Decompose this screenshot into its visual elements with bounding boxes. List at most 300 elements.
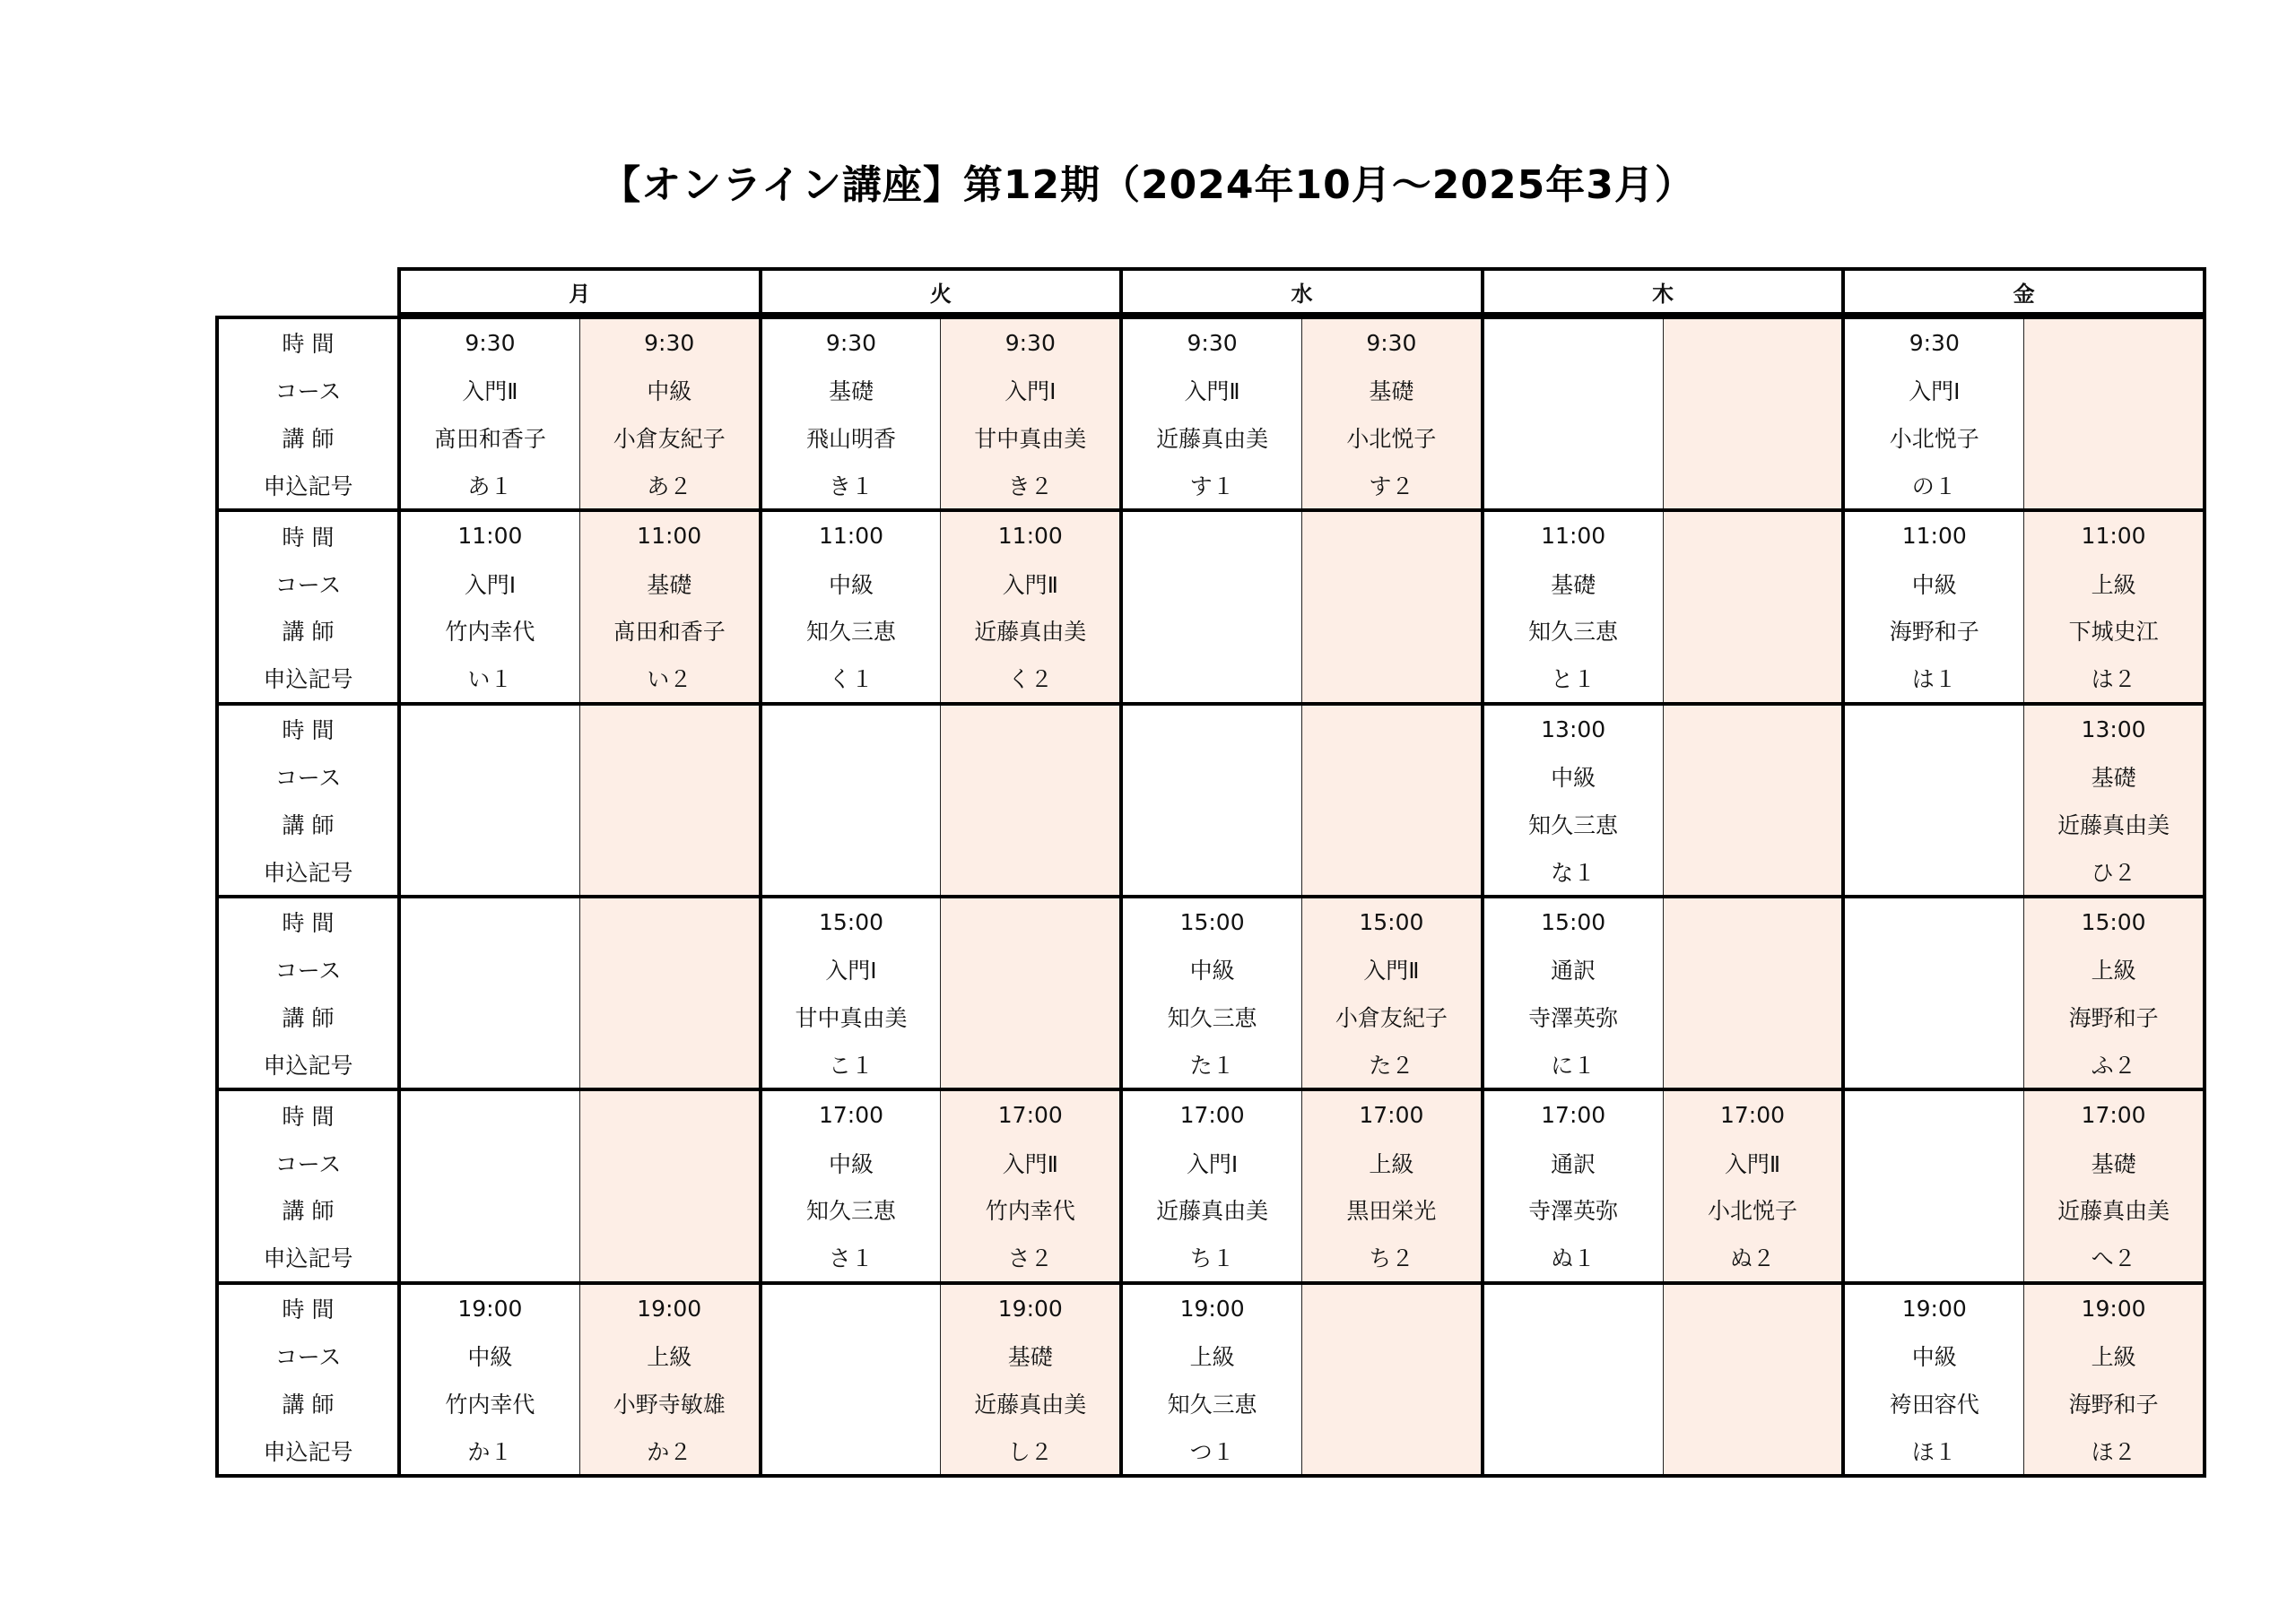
slot-course: 基礎 bbox=[1369, 378, 1414, 405]
slot-time bbox=[1845, 898, 2023, 946]
class-slot bbox=[1301, 512, 1481, 701]
class-slot bbox=[579, 1091, 759, 1280]
slot-teacher bbox=[580, 993, 759, 1041]
slot-code: く１ bbox=[828, 666, 874, 693]
slot-time: 11:00 bbox=[2081, 523, 2146, 550]
slot-course: 中級 bbox=[1551, 764, 1596, 791]
class-slot bbox=[1484, 898, 1663, 1088]
class-slot bbox=[1663, 319, 1842, 508]
slot-teacher: 海野和子 bbox=[2068, 1391, 2159, 1418]
slot-teacher: 竹内幸代 bbox=[445, 1391, 535, 1418]
class-slot bbox=[762, 512, 941, 701]
slot-code bbox=[1845, 1234, 2023, 1281]
slot-teacher: 近藤真由美 bbox=[974, 1391, 1087, 1418]
slot-teacher: 小北悦子 bbox=[1889, 426, 1979, 453]
slot-time: 9:30 bbox=[1909, 329, 1960, 356]
slot-teacher bbox=[1302, 800, 1481, 847]
slot-course: 通訳 bbox=[1551, 958, 1596, 984]
slot-time: 15:00 bbox=[1179, 908, 1245, 935]
slot-code: く２ bbox=[1007, 666, 1053, 693]
slot-time bbox=[762, 1285, 941, 1332]
slot-time bbox=[580, 706, 759, 753]
slot-course: 中級 bbox=[467, 1343, 513, 1370]
class-slot bbox=[579, 512, 759, 701]
class-slot bbox=[401, 706, 579, 895]
slot-code bbox=[1302, 655, 1481, 702]
slot-code bbox=[941, 847, 1119, 895]
day-column bbox=[1484, 1285, 1846, 1474]
class-slot bbox=[1301, 1285, 1481, 1474]
slot-course: 入門Ⅰ bbox=[1186, 1150, 1239, 1177]
class-slot bbox=[1845, 512, 2023, 701]
slot-time: 9:30 bbox=[1366, 329, 1417, 356]
slot-time bbox=[1484, 1285, 1663, 1332]
slot-code: た１ bbox=[1189, 1052, 1235, 1079]
slot-teacher bbox=[762, 800, 941, 847]
slot-course bbox=[580, 752, 759, 800]
slot-code: ほ１ bbox=[1911, 1438, 1957, 1465]
slot-teacher bbox=[941, 993, 1119, 1041]
day-column bbox=[1845, 706, 2203, 895]
slot-teacher: 下城史江 bbox=[2068, 619, 2159, 646]
slot-teacher: 知久三恵 bbox=[1167, 1391, 1257, 1418]
slot-teacher bbox=[1302, 1379, 1481, 1427]
class-slot bbox=[2023, 319, 2203, 508]
slot-teacher: 竹内幸代 bbox=[985, 1198, 1075, 1225]
slot-teacher bbox=[401, 1186, 579, 1234]
class-slot bbox=[940, 1285, 1119, 1474]
class-slot bbox=[1484, 706, 1663, 895]
class-slot bbox=[940, 898, 1119, 1088]
slot-course bbox=[1123, 752, 1301, 800]
class-slot bbox=[1123, 706, 1301, 895]
slot-code: ふ２ bbox=[2091, 1052, 2136, 1079]
class-slot bbox=[1845, 1091, 2023, 1280]
class-slot bbox=[2023, 898, 2203, 1088]
slot-code bbox=[401, 1234, 579, 1281]
class-slot bbox=[1663, 1091, 1842, 1280]
class-slot bbox=[1123, 1091, 1301, 1280]
slot-course: 中級 bbox=[1189, 958, 1235, 984]
day-header: 金 bbox=[2013, 281, 2035, 307]
day-column bbox=[401, 512, 762, 701]
slot-time: 9:30 bbox=[1004, 329, 1056, 356]
class-slot bbox=[1845, 898, 2023, 1088]
row-label: 時 間 bbox=[282, 524, 335, 551]
row-label: 申込記号 bbox=[263, 1052, 353, 1079]
slot-course: 入門Ⅱ bbox=[462, 378, 518, 405]
slot-course bbox=[1845, 1139, 2023, 1186]
slot-teacher: 黒田栄光 bbox=[1346, 1198, 1437, 1225]
row-label: 講 師 bbox=[282, 1005, 335, 1032]
slot-course: 基礎 bbox=[2091, 764, 2136, 791]
slot-time: 19:00 bbox=[457, 1295, 523, 1322]
class-slot bbox=[579, 706, 759, 895]
class-slot bbox=[1123, 1285, 1301, 1474]
class-slot bbox=[940, 319, 1119, 508]
slot-teacher: 近藤真由美 bbox=[2057, 811, 2170, 838]
class-slot bbox=[401, 898, 579, 1088]
slot-time: 19:00 bbox=[997, 1295, 1063, 1322]
row-label: コース bbox=[274, 1150, 342, 1177]
slot-code: の１ bbox=[1911, 473, 1957, 499]
slot-course bbox=[1664, 946, 1842, 993]
row-label: コース bbox=[274, 764, 342, 791]
class-slot bbox=[1301, 1091, 1481, 1280]
slot-time bbox=[1302, 1285, 1481, 1332]
slot-teacher: 小倉友紀子 bbox=[1335, 1005, 1448, 1032]
slot-course bbox=[401, 1139, 579, 1186]
slot-time: 11:00 bbox=[818, 523, 884, 550]
class-slot bbox=[1484, 1285, 1663, 1474]
schedule-table bbox=[215, 267, 2206, 1478]
slot-time bbox=[580, 1091, 759, 1139]
slot-time: 15:00 bbox=[1541, 908, 1606, 935]
slot-code: い１ bbox=[467, 666, 513, 693]
class-slot bbox=[2023, 512, 2203, 701]
class-slot bbox=[1484, 512, 1663, 701]
slot-code bbox=[1664, 1040, 1842, 1088]
slot-course: 通訳 bbox=[1551, 1150, 1596, 1177]
day-column bbox=[401, 898, 762, 1088]
slot-code bbox=[762, 847, 941, 895]
slot-time: 11:00 bbox=[1901, 523, 1967, 550]
class-slot bbox=[762, 898, 941, 1088]
slot-code: さ２ bbox=[1007, 1245, 1053, 1272]
slot-teacher bbox=[401, 800, 579, 847]
slot-course: 入門Ⅱ bbox=[1002, 571, 1058, 598]
slot-course bbox=[1302, 752, 1481, 800]
slot-course bbox=[580, 946, 759, 993]
row-label: 時 間 bbox=[282, 1103, 335, 1130]
slot-course: 入門Ⅱ bbox=[1184, 378, 1240, 405]
slot-code bbox=[1484, 461, 1663, 508]
slot-code bbox=[1664, 655, 1842, 702]
slot-code bbox=[2024, 461, 2203, 508]
class-slot bbox=[1845, 706, 2023, 895]
day-header-row bbox=[397, 267, 2206, 316]
class-slot bbox=[401, 1285, 579, 1474]
slot-code bbox=[1845, 847, 2023, 895]
row-labels bbox=[219, 706, 401, 895]
day-column bbox=[1484, 319, 1846, 508]
slot-course bbox=[1302, 1331, 1481, 1379]
slot-time: 13:00 bbox=[2081, 716, 2146, 742]
slot-teacher bbox=[1845, 1186, 2023, 1234]
slot-code bbox=[1123, 847, 1301, 895]
row-label: コース bbox=[274, 571, 342, 598]
time-block bbox=[219, 702, 2203, 895]
slot-time: 11:00 bbox=[997, 523, 1063, 550]
slot-teacher bbox=[1302, 607, 1481, 655]
row-label: コース bbox=[274, 1343, 342, 1370]
slot-teacher bbox=[1664, 607, 1842, 655]
slot-teacher bbox=[1664, 993, 1842, 1041]
slot-code bbox=[580, 1234, 759, 1281]
class-slot bbox=[401, 319, 579, 508]
slot-course: 基礎 bbox=[2091, 1150, 2136, 1177]
class-slot bbox=[401, 512, 579, 701]
slot-teacher bbox=[2024, 414, 2203, 462]
class-slot bbox=[1663, 512, 1842, 701]
row-label: 申込記号 bbox=[263, 473, 353, 499]
class-slot bbox=[1663, 706, 1842, 895]
slot-teacher: 寺澤英弥 bbox=[1528, 1005, 1619, 1032]
class-slot bbox=[2023, 706, 2203, 895]
slot-code: す１ bbox=[1189, 473, 1235, 499]
class-slot bbox=[1845, 1285, 2023, 1474]
slot-teacher bbox=[1664, 1379, 1842, 1427]
slot-teacher bbox=[1484, 1379, 1663, 1427]
slot-code: な１ bbox=[1551, 859, 1596, 886]
class-slot bbox=[579, 1285, 759, 1474]
slot-code bbox=[1302, 847, 1481, 895]
row-label: 時 間 bbox=[282, 331, 335, 358]
class-slot bbox=[1301, 706, 1481, 895]
slot-teacher: 知久三恵 bbox=[1167, 1005, 1257, 1032]
slot-time bbox=[1302, 512, 1481, 559]
slot-course bbox=[580, 1139, 759, 1186]
class-slot bbox=[940, 1091, 1119, 1280]
slot-time: 19:00 bbox=[2081, 1295, 2146, 1322]
slot-time bbox=[580, 898, 759, 946]
class-slot bbox=[1845, 319, 2023, 508]
slot-teacher bbox=[762, 1379, 941, 1427]
row-labels bbox=[219, 1091, 401, 1280]
day-column bbox=[1123, 898, 1484, 1088]
day-column bbox=[1845, 512, 2203, 701]
slot-teacher: 海野和子 bbox=[1889, 619, 1979, 646]
slot-course: 入門Ⅱ bbox=[1724, 1150, 1781, 1177]
slot-teacher bbox=[580, 800, 759, 847]
slot-code: に１ bbox=[1551, 1052, 1596, 1079]
day-column bbox=[1845, 898, 2203, 1088]
slot-code: い２ bbox=[647, 666, 692, 693]
slot-code: ち１ bbox=[1189, 1245, 1235, 1272]
slot-code bbox=[762, 1427, 941, 1474]
slot-time: 15:00 bbox=[1359, 908, 1424, 935]
class-slot bbox=[1484, 319, 1663, 508]
row-label: 時 間 bbox=[282, 717, 335, 744]
slot-course bbox=[1484, 367, 1663, 414]
slot-code: し２ bbox=[1007, 1438, 1053, 1465]
day-column bbox=[1845, 1285, 2203, 1474]
slot-code: き２ bbox=[1007, 473, 1053, 499]
day-column bbox=[401, 1285, 762, 1474]
row-label: コース bbox=[274, 378, 342, 405]
slot-time bbox=[1664, 1285, 1842, 1332]
class-slot bbox=[1301, 319, 1481, 508]
day-column bbox=[762, 1285, 1124, 1474]
slot-course bbox=[1664, 559, 1842, 607]
slot-code: へ２ bbox=[2091, 1245, 2136, 1272]
slot-teacher: 近藤真由美 bbox=[1156, 426, 1269, 453]
slot-teacher bbox=[941, 800, 1119, 847]
slot-code bbox=[1664, 461, 1842, 508]
row-label: 講 師 bbox=[282, 1391, 335, 1418]
slot-code bbox=[1123, 655, 1301, 702]
slot-time: 9:30 bbox=[644, 329, 695, 356]
class-slot bbox=[401, 1091, 579, 1280]
class-slot bbox=[762, 1091, 941, 1280]
class-slot bbox=[1484, 1091, 1663, 1280]
slot-teacher: 近藤真由美 bbox=[1156, 1198, 1269, 1225]
slot-time bbox=[1484, 319, 1663, 367]
slot-code: た２ bbox=[1369, 1052, 1414, 1079]
day-column bbox=[762, 706, 1124, 895]
slot-teacher: 知久三恵 bbox=[1528, 619, 1619, 646]
slot-course: 入門Ⅰ bbox=[1004, 378, 1057, 405]
slot-code: か１ bbox=[467, 1438, 513, 1465]
row-labels bbox=[219, 512, 401, 701]
slot-teacher: 甘中真由美 bbox=[974, 426, 1087, 453]
slot-code: あ１ bbox=[467, 473, 513, 499]
slot-teacher: 竹内幸代 bbox=[445, 619, 535, 646]
slot-code bbox=[1664, 1427, 1842, 1474]
slot-teacher: 寺澤英弥 bbox=[1528, 1198, 1619, 1225]
time-block bbox=[219, 1281, 2203, 1474]
slot-time: 11:00 bbox=[457, 523, 523, 550]
day-column bbox=[1123, 706, 1484, 895]
slot-course: 中級 bbox=[1911, 571, 1957, 598]
slot-course: 基礎 bbox=[1007, 1343, 1053, 1370]
row-label: 講 師 bbox=[282, 1198, 335, 1225]
slot-code: ぬ２ bbox=[1729, 1245, 1775, 1272]
day-column bbox=[1845, 1091, 2203, 1280]
slot-course bbox=[1302, 559, 1481, 607]
page-title: 【オンライン講座】第12期（2024年10月～2025年3月） bbox=[601, 162, 1695, 208]
slot-course: 入門Ⅱ bbox=[1002, 1150, 1058, 1177]
day-column bbox=[401, 1091, 762, 1280]
slot-teacher bbox=[1664, 800, 1842, 847]
slot-course: 中級 bbox=[647, 378, 692, 405]
day-column bbox=[1845, 319, 2203, 508]
class-slot bbox=[579, 319, 759, 508]
slot-teacher: 髙田和香子 bbox=[433, 426, 546, 453]
slot-code: は１ bbox=[1911, 666, 1957, 693]
day-column bbox=[401, 319, 762, 508]
day-header: 火 bbox=[762, 271, 1124, 312]
slot-teacher: 小北悦子 bbox=[1707, 1198, 1797, 1225]
slot-teacher: 近藤真由美 bbox=[974, 619, 1087, 646]
row-label: 講 師 bbox=[282, 426, 335, 453]
slot-code: は２ bbox=[2091, 666, 2136, 693]
slot-course: 入門Ⅰ bbox=[464, 571, 517, 598]
slot-course: 基礎 bbox=[1551, 571, 1596, 598]
slot-code: ぬ１ bbox=[1551, 1245, 1596, 1272]
slot-time bbox=[762, 706, 941, 753]
slot-course: 基礎 bbox=[647, 571, 692, 598]
slot-teacher: 海野和子 bbox=[2068, 1005, 2159, 1032]
time-block bbox=[219, 895, 2203, 1088]
slot-course: 入門Ⅰ bbox=[825, 958, 877, 984]
slot-teacher bbox=[580, 1186, 759, 1234]
row-label: 申込記号 bbox=[263, 1245, 353, 1272]
time-block bbox=[219, 1088, 2203, 1280]
slot-code bbox=[401, 847, 579, 895]
time-block bbox=[219, 316, 2203, 508]
slot-time: 9:30 bbox=[825, 329, 877, 356]
day-column bbox=[1123, 1091, 1484, 1280]
row-labels bbox=[219, 898, 401, 1088]
slot-course: 中級 bbox=[828, 1150, 874, 1177]
slot-time bbox=[1845, 706, 2023, 753]
class-slot bbox=[2023, 1285, 2203, 1474]
slot-teacher bbox=[1484, 414, 1663, 462]
slot-time bbox=[1302, 706, 1481, 753]
slot-teacher: 知久三恵 bbox=[1528, 811, 1619, 838]
slot-course bbox=[1664, 752, 1842, 800]
slot-course bbox=[762, 1331, 941, 1379]
slot-course bbox=[401, 752, 579, 800]
slot-course bbox=[401, 946, 579, 993]
slot-time bbox=[1845, 1091, 2023, 1139]
slot-time bbox=[401, 1091, 579, 1139]
day-column bbox=[1484, 706, 1846, 895]
slot-code bbox=[1302, 1427, 1481, 1474]
day-column bbox=[762, 512, 1124, 701]
slot-time bbox=[1664, 898, 1842, 946]
slot-code: ひ２ bbox=[2091, 859, 2136, 886]
slot-time: 17:00 bbox=[1179, 1102, 1245, 1129]
slot-code: つ１ bbox=[1189, 1438, 1235, 1465]
slot-course bbox=[941, 752, 1119, 800]
class-slot bbox=[762, 1285, 941, 1474]
slot-code bbox=[1484, 1427, 1663, 1474]
row-labels bbox=[219, 319, 401, 508]
slot-time: 11:00 bbox=[1541, 523, 1606, 550]
slot-teacher bbox=[1123, 607, 1301, 655]
slot-teacher: 小倉友紀子 bbox=[613, 426, 726, 453]
slot-code: ち２ bbox=[1369, 1245, 1414, 1272]
day-column bbox=[1484, 512, 1846, 701]
class-slot bbox=[1123, 512, 1301, 701]
class-slot bbox=[1663, 898, 1842, 1088]
day-column bbox=[1484, 1091, 1846, 1280]
slot-time: 17:00 bbox=[1719, 1102, 1785, 1129]
class-slot bbox=[1123, 319, 1301, 508]
slot-code: す２ bbox=[1369, 473, 1414, 499]
slot-code: さ１ bbox=[828, 1245, 874, 1272]
day-header: 月 bbox=[401, 271, 762, 312]
class-slot bbox=[762, 706, 941, 895]
class-slot bbox=[2023, 1091, 2203, 1280]
slot-course: 中級 bbox=[828, 571, 874, 598]
slot-time: 15:00 bbox=[818, 908, 884, 935]
slot-teacher: 小北悦子 bbox=[1346, 426, 1437, 453]
slot-teacher: 飛山明香 bbox=[805, 426, 896, 453]
class-slot bbox=[940, 706, 1119, 895]
slot-course bbox=[1845, 946, 2023, 993]
slot-time: 9:30 bbox=[1187, 329, 1238, 356]
slot-teacher: 知久三恵 bbox=[805, 619, 896, 646]
slot-course: 上級 bbox=[2091, 958, 2136, 984]
slot-teacher bbox=[1664, 414, 1842, 462]
day-column bbox=[1123, 1285, 1484, 1474]
slot-course: 上級 bbox=[2091, 1343, 2136, 1370]
slot-course bbox=[762, 752, 941, 800]
slot-teacher bbox=[1845, 800, 2023, 847]
slot-course bbox=[941, 946, 1119, 993]
slot-course bbox=[1845, 752, 2023, 800]
slot-time bbox=[1664, 706, 1842, 753]
day-column bbox=[1484, 898, 1846, 1088]
slot-teacher bbox=[1845, 993, 2023, 1041]
slot-time: 17:00 bbox=[2081, 1102, 2146, 1129]
slot-teacher: 小野寺敏雄 bbox=[613, 1391, 726, 1418]
row-label: コース bbox=[274, 958, 342, 984]
slot-code: と１ bbox=[1551, 666, 1596, 693]
